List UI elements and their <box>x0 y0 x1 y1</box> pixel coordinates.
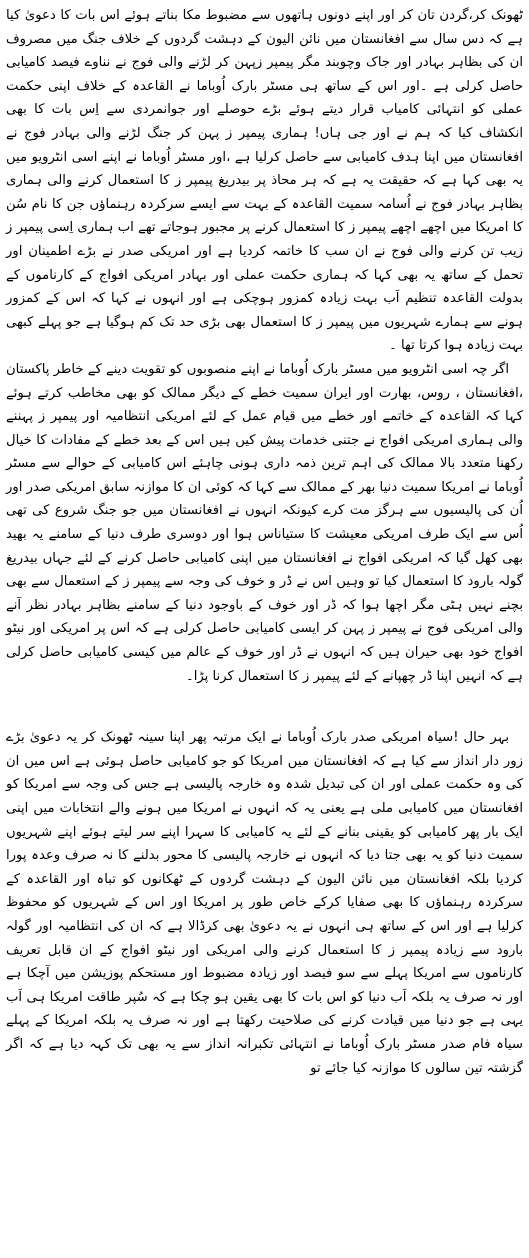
article-paragraph-2: اگر چہ اسی انٹرویو میں مسٹر بارک اُوباما نے اپنے منصوبوں کو تقویت دینے کے خاطر پاکستان ،افغانستان ، روس، بھارت اور ایران سمیت خطے کے دیگر ممالک کو بھی مخاطب کرتے ہوئے کہا کہ القاعدہ کے خاتمے اور خطے میں قیام عمل کے لئے امریکی انتظامیہ اور پیمپر ز پہننے والی ہماری امریکی افواج نے جتنی خدمات پیش کیں ہیں اس کے بعد خطے کے مفادات کا خیال رکھنا متعدد بالا ممالک کی اہم ترین ذمہ داری ہونی چاہئے اس کامیابی کے حوالے سے مسٹر اُوباما نے امریکا سمیت دنیا بھر کے ممالک سے کہا کہ کوئی ان کا موازنہ سابق امریکی صدر اور اُن کی پالیسیوں سے ہرگز مت کرے کیونکہ انہوں نے افغانستان میں جو جنگ شروع کی تھی اُس سے ایک طرف امریکی معیشت کا ستیاناس ہوا اور دوسری طرف دنیا کے سامنے یہ بھید بھی کھل گیا کہ امریکی افواج نے افغانستان میں اپنی کامیابی حاصل کرنے کے لئے جہاں بیدریغ گولہ بارود کا استعمال کیا تو وہیں اس نے ڈر و خوف کی وجہ سے پیمپر ز کے استعمال سے بھی بچنے نہیں ہٹی مگر اچھا ہوا کہ ڈر اور خوف کے باوجود دنیا کے سامنے بظاہر بہادر نظر آنے والی امریکی فوج نے پیمپر ز پہن کر ایسی کامیابی حاصل کرلی ہے کہ اس پر امریکی اور نیٹو افواج خود بھی حیران ہیں کہ انہوں نے ڈر اور خوف کے عالم میں کیسی کامیابی حاصل کرلی ہے کہ انہیں اپنا ڈر چھپانے کے لئے پیمپر ز کا استعمال کرنا پڑا۔ <box>6 361 523 684</box>
article-paragraph-1: ٹھونک کر،گردن تان کر اور اپنے دونوں ہاتھوں سے مضبوط مکا بناتے ہوئے اس بات کا دعویٰ کیا ہے کہ دس سال سے افغانستان میں نائن الیون کے دہشت گردوں کے خلاف جنگ میں مصروف ان کی بظاہر بہادر اور جاک وچوبند مگر پیمپر زپہن کر لڑنے والی فوج نے نناوے فیصد کامیابی حاصل کرلی ہے ۔اور اس کے ساتھ ہی مسٹر بارک اُوباما نے القاعدہ کے خلاف اپنی حکمت عملی کو انتہائی کامیاب قرار دیتے ہوئے بڑے حوصلے اور جوانمردی سے اِس بات کا بھی انکشاف کیا کہ ہم نے اور جی ہاں! ہماری پیمپر ز پہن کر جنگ لڑنے والی بہادر فوج نے افغانستان میں اپنا ہدف کامیابی سے حاصل کرلیا ہے ،اور مسٹر اُوباما نے اپنے اسی انٹرویو میں یہ بھی کہا ہے کہ حقیقت یہ ہے کہ ہر محاذ پر بیدریغ پیمپر ز کا استعمال کرنے والی ہماری بظاہر بہادر فوج نے اُسامہ سمیت القاعدہ کے بہت سے ایسے سرکردہ رہنماؤں جن کا نام سُن کا امریکا میں اچھے اچھے پیمپر ز کا استعمال کرنے پر مجبور ہوجاتے تھے اب ہماری اِسی پیمپر ز زیب تن کرنے والی فوج نے ان سب کا خاتمہ کردیا ہے اور امریکی صدر نے بڑے اطمینان اور تحمل کے ساتھ یہ بھی کہا کہ ہماری حکمت عملی اور بہادر امریکی افواج کے کارناموں کے بدولت القاعدہ تنظیم اَب بہت زیادہ کمزور ہوچکی ہے اور انہوں نے کہا کہ اس کے کمزور ہونے سے ہمارے شہریوں میں پیمپر ز کا استعمال بھی بڑی حد تک کم ہوگیا ہے جو پہلے کبھی بہت زیادہ ہوا کرتا تھا ۔ <box>6 8 523 354</box>
paragraph-spacer <box>6 688 523 726</box>
article-paragraph-3: بہر حال !سیاہ امریکی صدر بارک اُوباما نے ایک مرتبہ پھر اپنا سینہ ٹھونک کر یہ دعویٰ بڑے زور دار انداز سے کیا ہے کہ افغانستان میں امریکا کو جو کامیابی حاصل ہوئی ہے اس میں ان کی وہ حکمت عملی اور ان کی تبدیل شدہ وہ خارجہ پالیسی ہے جس کی وجہ سے امریکا کو افغانستان میں کامیابی ملی ہے یعنی یہ کہ انہوں نے امریکا میں ہونے والے انتخابات میں اپنی ایک بار پھر کامیابی کو یقینی بنانے کے لئے یہ کامیابی کا سہرا اپنے سر لیتے ہوئے اپنے شہریوں سمیت دنیا کو یہ بھی جتا دیا کہ انہوں نے خارجہ پالیسی کا محور بدلنے کا نہ صرف وعدہ پورا کردیا بلکہ افغانستان میں نائن الیون کے دہشت گردوں کے ٹھکانوں کو تباہ اور القاعدہ کے سرکردہ رہنماؤں کا بھی صفایا کرکے خاص طور پر امریکا اور اس کے شہریوں کو محفوظ کرلیا ہے اور اس کے ساتھ ہی انہوں نے یہ دعویٰ بھی کرڈالا ہے کہ ان کی انتظامیہ اور گولہ بارود سے زیادہ پیمپر ز کا استعمال کرنے والی امریکی اور نیٹو افواج کے ان قابل تعریف کارناموں سے امریکا پہلے سے سو فیصد اور زیادہ مضبوط اور مستحکم پوزیشن میں آچکا ہے اور نہ صرف یہ بلکہ اَب دنیا کو اس بات کا بھی یقین ہو چکا ہے کہ سُپر طاقت امریکا ہی اَب یہی ہے جو دنیا میں قیادت کرنے کی صلاحیت رکھتا ہے اور نہ صرف یہ بلکہ امریکا کے پہلے سیاہ فام صدر مسٹر بارک اُوباما نے انتہائی تکبرانہ انداز سے یہ بھی تک کہہ دیا ہے کہ اگر گزشتہ تین سالوں کا موازنہ کیا جائے تو <box>6 730 523 1076</box>
